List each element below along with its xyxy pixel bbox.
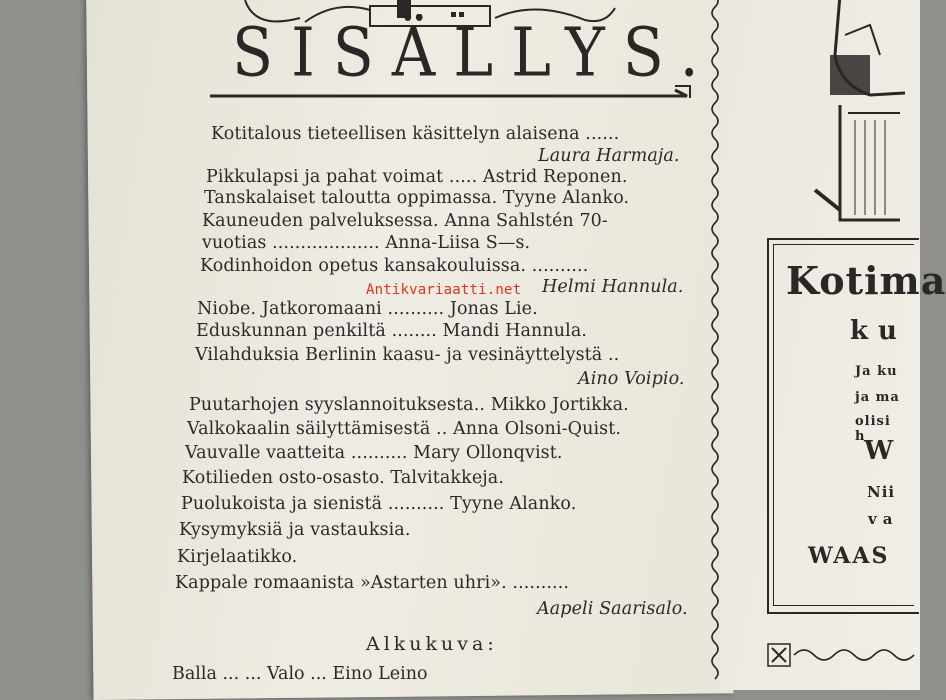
toc-line: Kysymyksiä ja vastauksia. bbox=[179, 520, 411, 540]
toc-line: Kotilieden osto-osasto. Talvitakkeja. bbox=[182, 468, 505, 488]
frontispiece-caption-partial: Balla ... ... Valo ... Eino Leino bbox=[172, 664, 428, 684]
ad-text-line: ja ma bbox=[855, 390, 900, 405]
toc-line: Tanskalaiset taloutta oppimassa. Tyyne Alanko. bbox=[204, 188, 630, 208]
ad-big-letter: W bbox=[864, 436, 896, 466]
toc-line: Vilahduksia Berlinin kaasu- ja vesinäyttelystä .. bbox=[195, 345, 620, 365]
toc-line: Aapeli Saarisalo. bbox=[537, 599, 688, 619]
toc-line: Valkokaalin säilyttämisestä .. Anna Olsoni-Quist. bbox=[187, 419, 622, 439]
frontispiece-label: Alkukuva: bbox=[366, 633, 498, 655]
ad-text-line: va bbox=[868, 510, 899, 528]
ornament-border bbox=[764, 640, 914, 680]
toc-line: Kirjelaatikko. bbox=[177, 547, 298, 567]
ad-text-line: olisi h bbox=[855, 414, 891, 444]
toc-line: Kappale romaanista »Astarten uhri». .......... bbox=[175, 573, 570, 593]
toc-line: Eduskunnan penkiltä ........ Mandi Hannula. bbox=[196, 321, 588, 341]
ad-subheading: ku bbox=[850, 316, 907, 346]
toc-line: Aino Voipio. bbox=[578, 369, 685, 389]
toc-line: Niobe. Jatkoromaani .......... Jonas Lie. bbox=[197, 299, 538, 319]
ad-brand: WAAS bbox=[808, 543, 890, 569]
ad-heading: Kotima bbox=[786, 258, 946, 303]
toc-line: Kotitalous tieteellisen käsittelyn alaisena ...... bbox=[211, 124, 620, 144]
toc-line: Puolukoista ja sienistä .......... Tyyne Alanko. bbox=[181, 494, 577, 514]
ad-text-line: Nii bbox=[867, 483, 896, 501]
toc-line: Kauneuden palveluksessa. Anna Sahlstén 70- bbox=[202, 211, 608, 231]
watermark-text: Antikvariaatti.net bbox=[366, 282, 522, 298]
toc-line: Pikkulapsi ja pahat voimat ..... Astrid Reponen. bbox=[206, 167, 628, 187]
page-title: SISÄLLYS. bbox=[232, 14, 717, 93]
toc-line: Vauvalle vaatteita .......... Mary Ollonqvist. bbox=[185, 443, 563, 463]
toc-line: Kodinhoidon opetus kansakouluissa. .......... bbox=[200, 256, 589, 276]
toc-line: vuotias ................... Anna-Liisa S—s. bbox=[202, 233, 531, 253]
toc-line: Laura Harmaja. bbox=[538, 146, 680, 166]
ad-illustration bbox=[810, 0, 910, 235]
toc-line: Puutarhojen syyslannoituksesta.. Mikko Jortikka. bbox=[189, 395, 629, 415]
toc-line: Helmi Hannula. bbox=[542, 277, 684, 297]
ad-text-line: Ja ku bbox=[855, 364, 898, 379]
